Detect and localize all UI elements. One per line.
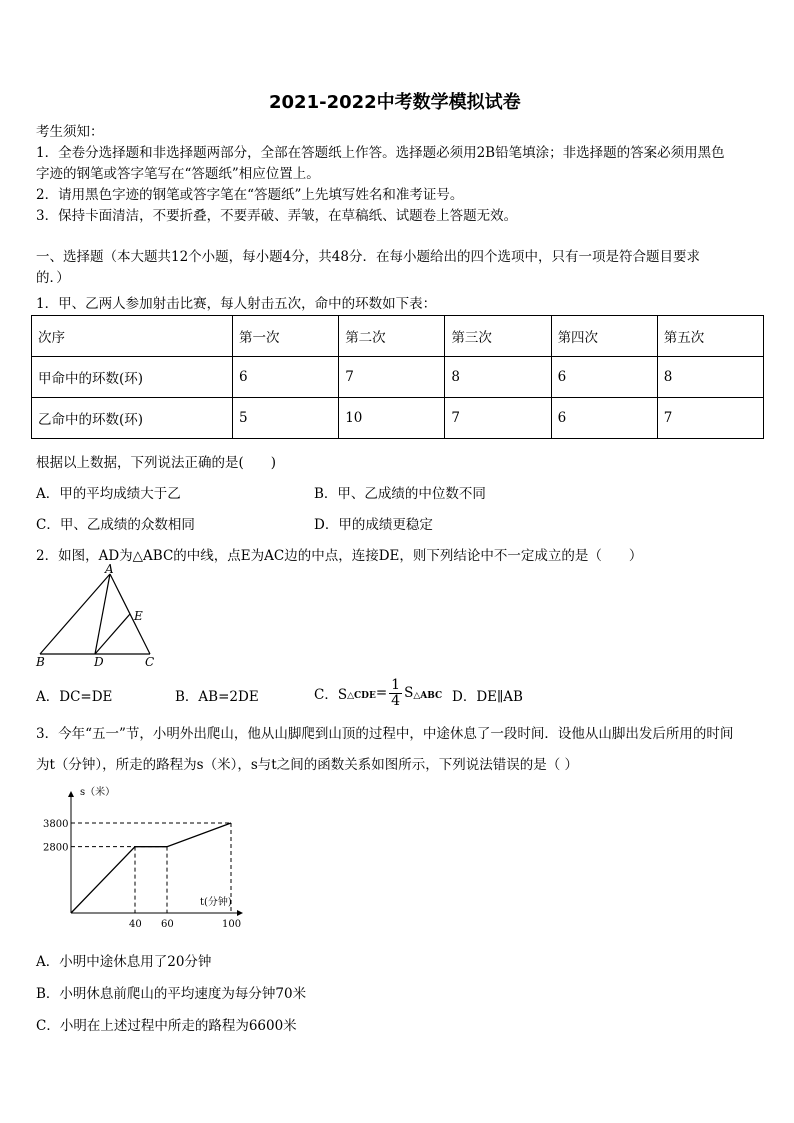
- q2-triangle-figure: [30, 562, 170, 674]
- q3-stem-line-2: 为t（分钟），所走的路程为s（米），s与t之间的函数关系如图所示，下列说法错误的是（ ）: [36, 757, 578, 773]
- table-header-cell: 第一次: [233, 316, 339, 357]
- q2-option-c-prefix: C．S: [314, 687, 348, 703]
- notice-line-1a: 1．全卷分选择题和非选择题两部分，全部在答题纸上作答。选择题必须用2B铅笔填涂；非选择题的答案必须用黑色: [36, 145, 725, 161]
- q2-option-c-s2: S: [404, 685, 414, 701]
- q1-question: 根据以上数据，下列说法正确的是( ): [36, 455, 277, 471]
- q3-stem-line-1: 3．今年“五一”节，小明外出爬山，他从山脚爬到山顶的过程中，中途休息了一段时间．设他从山脚出发后所用的时间: [36, 726, 734, 742]
- table-cell: 10: [339, 398, 445, 439]
- table-row: [32, 398, 764, 439]
- q1-option-a: A．甲的平均成绩大于乙: [36, 486, 181, 502]
- q3-option-c: C．小明在上述过程中所走的路程为6600米: [36, 1018, 297, 1034]
- q2-option-b: B．AB=2DE: [175, 689, 259, 705]
- vertex-label-e: E: [134, 609, 143, 623]
- vertex-label-c: C: [145, 655, 155, 669]
- vertex-label-a: A: [105, 562, 114, 576]
- q1-option-b: B．甲、乙成绩的中位数不同: [314, 486, 486, 502]
- table-cell: 5: [233, 398, 339, 439]
- notice-line-2: 2．请用黑色字迹的钢笔或答字笔在“答题纸”上先填写姓名和准考证号。: [36, 187, 464, 203]
- table-header-cell: 第三次: [445, 316, 551, 357]
- section-heading-line-2: 的．）: [36, 270, 70, 286]
- table-header-row: [32, 316, 764, 357]
- table-cell: 8: [445, 357, 551, 398]
- segment-de: [95, 614, 130, 654]
- table-cell: 乙命中的环数(环): [32, 398, 233, 439]
- table-cell: 6: [551, 357, 657, 398]
- vertex-label-d: D: [94, 655, 104, 669]
- table-header-cell: 次序: [32, 316, 233, 357]
- x-tick-label: 100: [222, 919, 242, 930]
- table-cell: 7: [339, 357, 445, 398]
- q2-option-c-equals: =: [375, 685, 388, 701]
- table-cell: 6: [233, 357, 339, 398]
- table-row: [32, 357, 764, 398]
- y-axis-label: s（米）: [80, 787, 116, 798]
- table-header-cell: 第二次: [339, 316, 445, 357]
- q1-option-d: D．甲的成绩更稳定: [314, 517, 433, 533]
- q2-option-c-sub-1: △CDE: [347, 691, 376, 701]
- q2-option-c-fraction: [389, 678, 402, 709]
- notice-line-3: 3．保持卡面清洁，不要折叠，不要弄破、弄皱，在草稿纸、试题卷上答题无效。: [36, 208, 518, 224]
- x-axis-label: t(分钟): [200, 897, 232, 908]
- y-tick-label: 3800: [43, 819, 69, 830]
- fraction-denominator: 4: [391, 692, 401, 709]
- q3-option-a: A．小明中途休息用了20分钟: [36, 954, 212, 970]
- table-cell: 甲命中的环数(环): [32, 357, 233, 398]
- q1-score-table: [31, 315, 764, 439]
- q2-option-c: [314, 671, 442, 715]
- q3-line-chart: [30, 780, 250, 935]
- x-tick-label: 60: [161, 919, 174, 930]
- q2-option-c-sub-2: △ABC: [413, 691, 443, 701]
- table-cell: 7: [657, 398, 763, 439]
- table-cell: 6: [551, 398, 657, 439]
- table-header-cell: 第五次: [657, 316, 763, 357]
- side-ab: [40, 574, 110, 654]
- q1-stem: 1．甲、乙两人参加射击比赛，每人射击五次，命中的环数如下表：: [36, 296, 437, 312]
- q2-stem: 2．如图，AD为△ABC的中线，点E为AC边的中点，连接DE，则下列结论中不一定成立的是（ ）: [36, 548, 643, 564]
- vertex-label-b: B: [36, 655, 45, 669]
- page-title: 2021-2022中考数学模拟试卷: [269, 92, 521, 113]
- q2-option-d: D．DE∥AB: [452, 689, 523, 705]
- y-tick-label: 2800: [43, 842, 69, 854]
- table-cell: 8: [657, 357, 763, 398]
- median-ad: [95, 574, 110, 654]
- fraction-numerator: 1: [391, 676, 401, 693]
- table-cell: 7: [445, 398, 551, 439]
- q3-option-b: B．小明休息前爬山的平均速度为每分钟70米: [36, 986, 307, 1002]
- q2-option-a: A．DC=DE: [36, 689, 113, 705]
- x-tick-label: 40: [129, 919, 142, 930]
- notice-line-1b: 字迹的钢笔或答字笔写在“答题纸”相应位置上。: [36, 166, 320, 182]
- notice-heading: 考生须知：: [36, 124, 104, 140]
- section-heading-line-1: 一、选择题（本大题共12个小题，每小题4分，共48分．在每小题给出的四个选项中，只有一项是符合题目要求: [36, 249, 700, 265]
- table-header-cell: 第四次: [551, 316, 657, 357]
- q1-option-c: C．甲、乙成绩的众数相同: [36, 517, 195, 533]
